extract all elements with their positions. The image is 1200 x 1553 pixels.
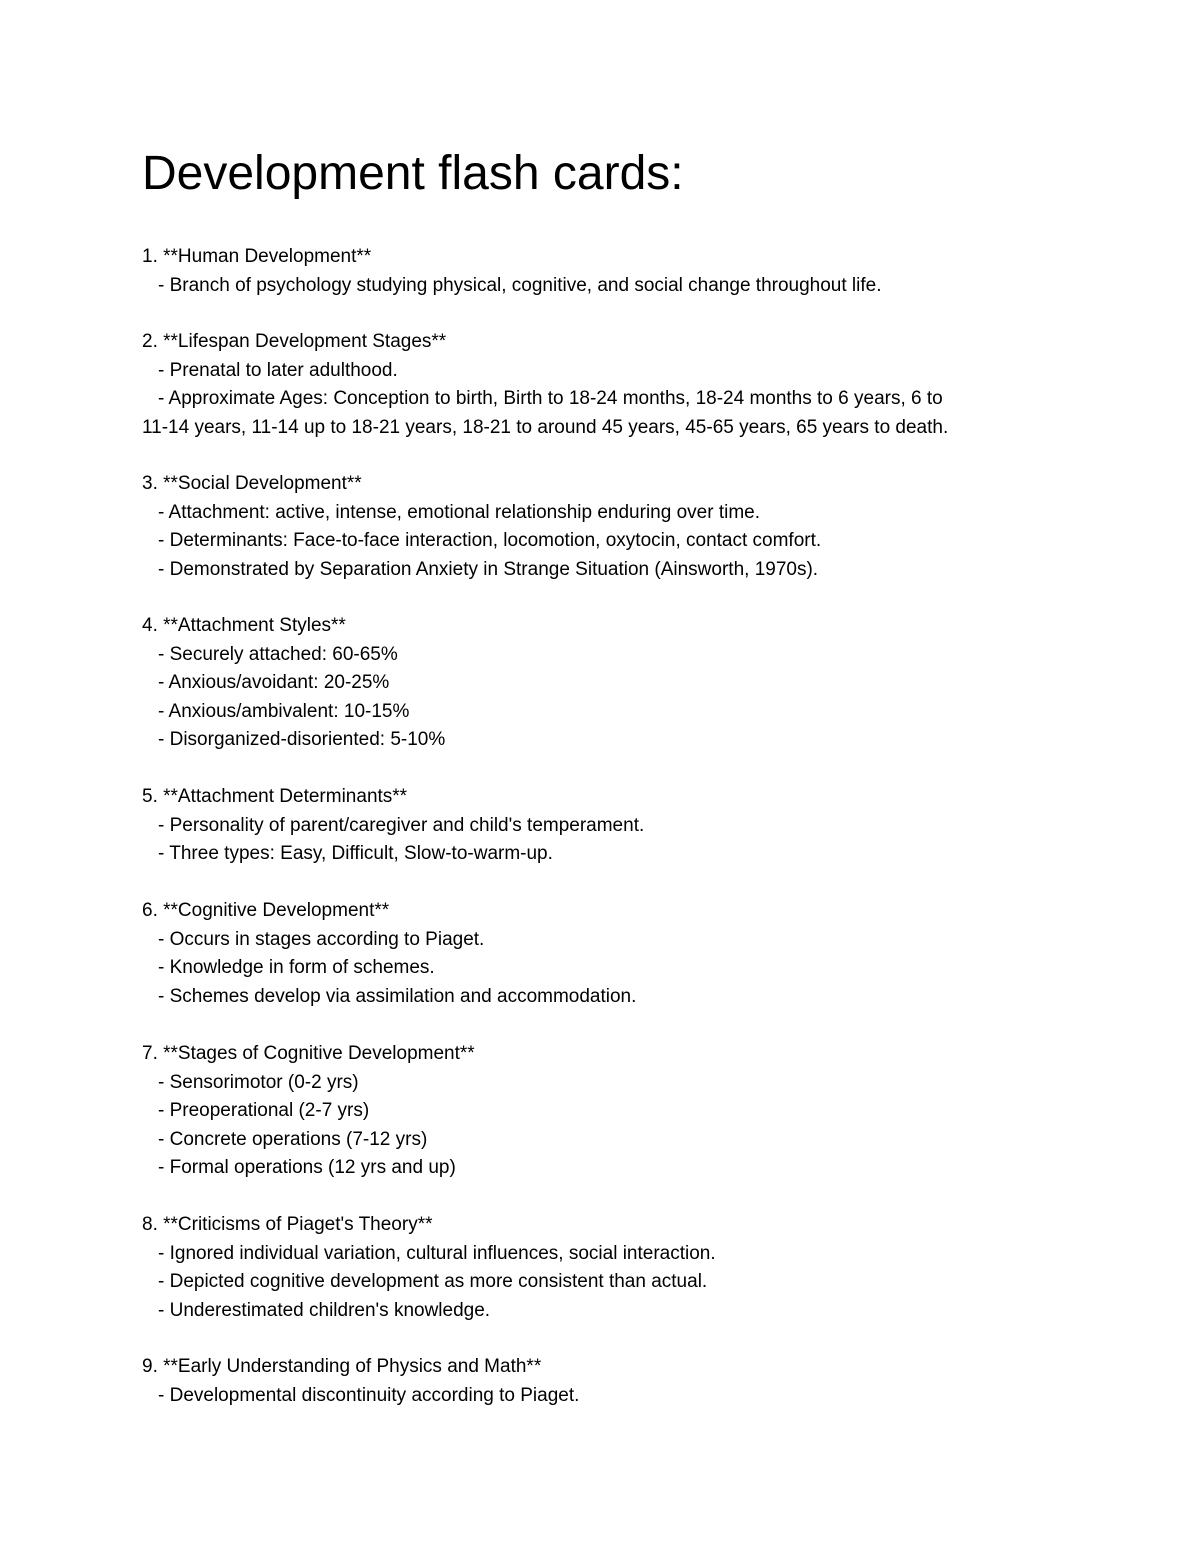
card-line: - Prenatal to later adulthood. [158,359,398,381]
flash-card [142,1211,1082,1325]
card-line: - Schemes develop via assimilation and accommodation. [158,985,637,1007]
flash-card [142,612,1082,755]
card-line: - Formal operations (12 yrs and up) [158,1157,456,1178]
card-line: - Three types: Easy, Difficult, Slow-to-warm-up. [158,843,553,864]
card-line: - Personality of parent/caregiver and child's temperament. [158,814,645,836]
flash-card [142,328,1082,442]
flash-card [142,783,1082,869]
card-line: - Approximate Ages: Conception to birth, Birth to 18-24 months, 18-24 months to 6 years, 6 to [158,388,943,409]
card-line-continuation: 11-14 years, 11-14 up to 18-21 years, 18-21 to around 45 years, 45-65 years, 65 years to death. [142,416,949,438]
card-line: - Developmental discontinuity according to Piaget. [158,1384,580,1406]
card-heading: 6. **Cognitive Development** [142,900,390,921]
card-heading: 3. **Social Development** [142,473,362,494]
card-line: - Anxious/ambivalent: 10-15% [158,700,410,722]
card-line: - Attachment: active, intense, emotional relationship enduring over time. [158,501,760,523]
flash-card [142,1353,1082,1410]
card-heading: 5. **Attachment Determinants** [142,786,408,807]
card-heading: 4. **Attachment Styles** [142,615,346,636]
card-line: - Knowledge in form of schemes. [158,957,435,978]
card-line: - Branch of psychology studying physical, cognitive, and social change throughout life. [158,274,882,296]
page-title: Development flash cards: [142,147,684,200]
card-line: - Securely attached: 60-65% [158,643,398,665]
card-line: - Anxious/avoidant: 20-25% [158,672,390,693]
card-line: - Occurs in stages according to Piaget. [158,928,485,950]
card-line: - Depicted cognitive development as more consistent than actual. [158,1271,708,1292]
card-line: - Sensorimotor (0-2 yrs) [158,1071,359,1093]
flash-card [142,897,1082,1011]
card-heading: 2. **Lifespan Development Stages** [142,331,447,352]
card-heading: 8. **Criticisms of Piaget's Theory** [142,1214,433,1235]
card-line: - Concrete operations (7-12 yrs) [158,1128,428,1150]
card-heading: 7. **Stages of Cognitive Development** [142,1043,475,1064]
flash-card [142,1040,1082,1183]
card-heading: 1. **Human Development** [142,246,372,267]
flash-card [142,243,1082,300]
flash-card [142,470,1082,584]
card-line: - Underestimated children's knowledge. [158,1299,491,1321]
card-line: - Disorganized-disoriented: 5-10% [158,729,446,750]
card-line: - Preoperational (2-7 yrs) [158,1100,370,1121]
card-line: - Determinants: Face-to-face interaction, locomotion, oxytocin, contact comfort. [158,530,822,551]
card-heading: 9. **Early Understanding of Physics and Math** [142,1356,542,1377]
card-line: - Ignored individual variation, cultural influences, social interaction. [158,1242,716,1264]
card-line: - Demonstrated by Separation Anxiety in Strange Situation (Ainsworth, 1970s). [158,558,819,580]
